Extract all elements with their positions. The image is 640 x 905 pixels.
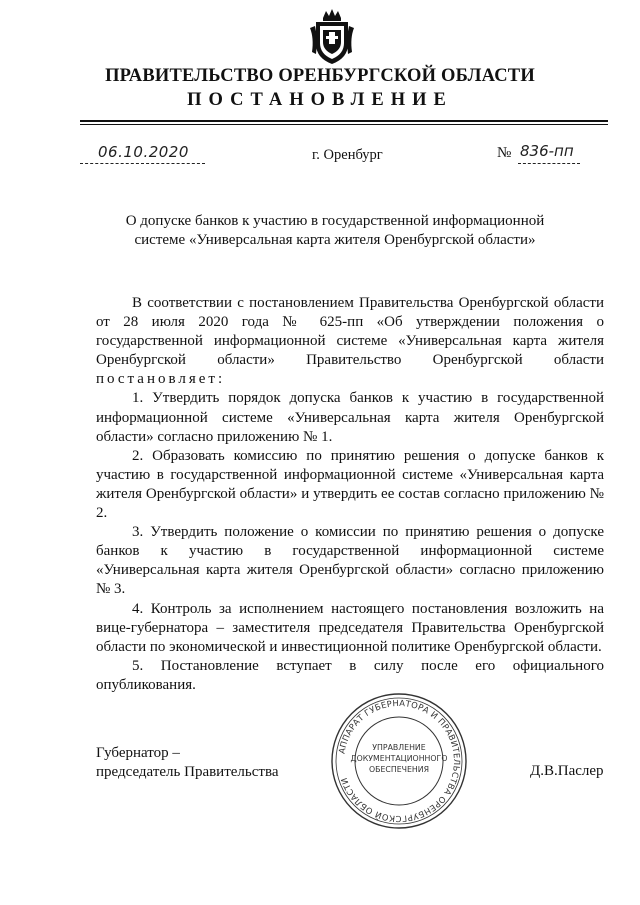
subject-line: О допуске банков к участию в государственной информационной [125, 213, 545, 229]
intro-paragraph [96, 294, 604, 389]
date-underline [80, 163, 205, 164]
body-item: 1. Утвердить порядок допуска банков к участию в государственной информационной системе «Универсальная карта жителя Оренбургской области» согласно приложению № 1. [96, 390, 604, 445]
number-underline [518, 163, 580, 164]
body-item: 4. Контроль за исполнением настоящего постановления возложить на вице-губернатора – заместителя председателя Правительства Оренбургской области по экономической и инвестиционной политике Оренбургской области. [96, 600, 604, 655]
stamp-ring-text: АППАРАТ ГУБЕРНАТОРА И ПРАВИТЕЛЬСТВА ОРЕНБУРГСКОЙ ОБЛАСТИ [336, 697, 463, 825]
document-type: ПОСТАНОВЛЕНИЕ [187, 90, 453, 110]
document-body [96, 294, 604, 695]
header-rule [80, 120, 608, 122]
document-number: 836-пп [520, 142, 574, 160]
header-rule-thin [80, 124, 608, 125]
signatory-name: Д.В.Паслер [530, 763, 604, 779]
document-subject [100, 212, 570, 250]
resolves-word: постановляет: [96, 371, 226, 388]
signatory-title [96, 744, 279, 782]
intro-text: В соответствии с постановлением Правительства Оренбургской области от 28 июля 2020 года № 625-пп «Об утверждении положения о государственной информационной системе «Универсальная карта жителя Оренбургской области» Правительство Оренбургской области [96, 295, 604, 369]
coat-of-arms-icon [306, 8, 358, 66]
document-date: 06.10.2020 [98, 143, 189, 161]
subject-line: системе «Универсальная карта жителя Оренбургской области» [134, 232, 536, 248]
signatory-title-line: Губернатор – [96, 745, 180, 761]
body-item: 5. Постановление вступает в силу после его официального опубликования. [96, 657, 604, 693]
number-label: № [497, 145, 512, 161]
official-stamp [328, 690, 470, 832]
signatory-title-line: председатель Правительства [96, 764, 279, 780]
document-city: г. Оренбург [312, 147, 383, 163]
government-name: ПРАВИТЕЛЬСТВО ОРЕНБУРГСКОЙ ОБЛАСТИ [105, 66, 535, 86]
stamp-center-text: ОБЕСПЕЧЕНИЯ [368, 765, 430, 774]
body-item: 2. Образовать комиссию по принятию решения о допуске банков к участию в государственной информационной системе «Универсальная карта жителя Оренбургской области» и утвердить ее состав согласно приложению № 2. [96, 447, 604, 522]
stamp-center-text: ДОКУМЕНТАЦИОННОГО [350, 754, 448, 763]
stamp-center-text: УПРАВЛЕНИЕ [372, 743, 426, 752]
body-item: 3. Утвердить положение о комиссии по принятию решения о допуске банков к участию в государственной информационной системе «Универсальная карта жителя Оренбургской области» согласно приложению № 3. [96, 524, 604, 598]
